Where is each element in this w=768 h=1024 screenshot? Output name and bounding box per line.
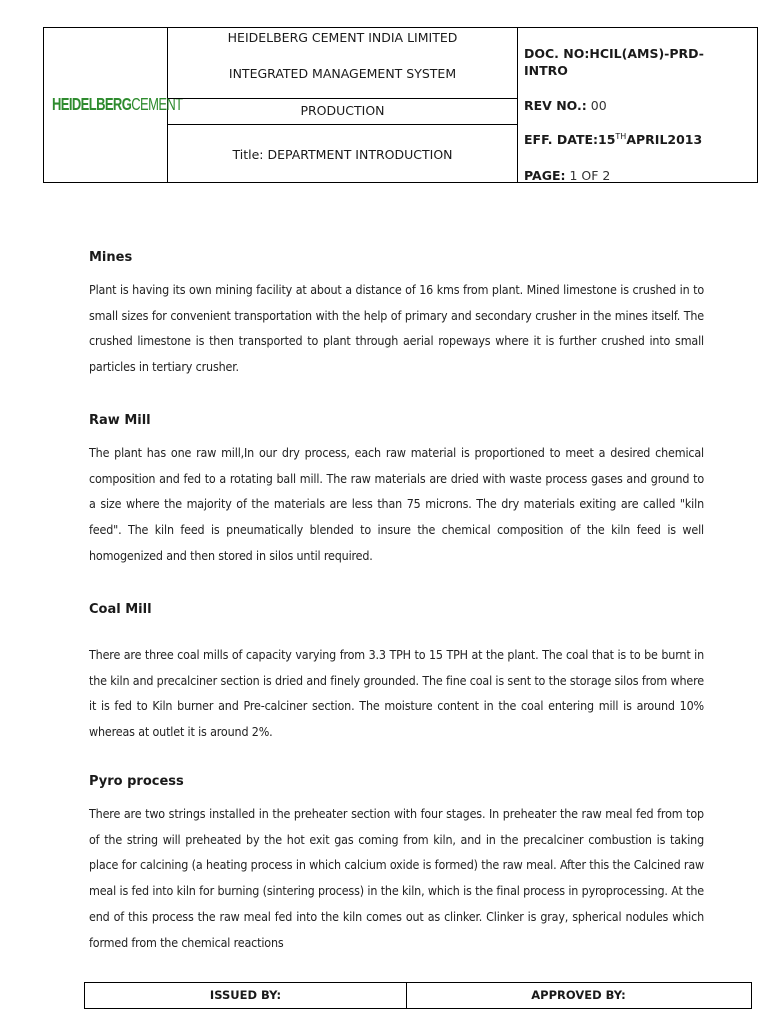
signature-footer-table: [84, 982, 752, 1009]
revision-number: REV NO.: 00: [524, 98, 607, 113]
section-text: There are two strings installed in the preheater section with four stages. In preheater the raw meal fed from top of the string will preheated by the hot exit gas coming from kiln, and in the precalciner combustion is taking place for calcining (a heating process in which calcium oxide is formed) the raw meal. After this the Calcined raw meal is fed into kiln for burning (sintering process) in the kiln, which is the final process in pyroprocessing. At the end of this process the raw meal fed into the kiln comes out as clinker. Clinker is gray, spherical nodules which formed from the chemical reactions: [89, 806, 704, 950]
section-heading: Coal Mill: [89, 602, 152, 617]
effective-date: EFF. DATE:15THAPRIL2013: [524, 132, 703, 147]
section-pyro-process: [89, 774, 704, 955]
document-title: Title: DEPARTMENT INTRODUCTION: [232, 147, 453, 162]
doc-number: DOC. NO:HCIL(AMS)-PRD- INTRO: [524, 46, 704, 78]
department-name: PRODUCTION: [168, 98, 517, 125]
section-text: There are three coal mills of capacity varying from 3.3 TPH to 15 TPH at the plant. The coal that is to be burnt in the kiln and precalciner section is dried and finely grounded. The fine coal is sent to the storage silos from where it is fed to Kiln burner and Pre-calciner section. The moisture content in the coal entering mill is around 10% whereas at outlet it is around 2%.: [89, 647, 704, 740]
issued-by-cell: ISSUED BY:: [85, 983, 407, 1008]
section-raw-mill: [89, 413, 704, 569]
header-meta-cell: [518, 28, 758, 182]
logo-cell: [44, 28, 183, 182]
header-middle-cell: [168, 28, 518, 182]
company-name: HEIDELBERG CEMENT INDIA LIMITED: [227, 30, 458, 45]
approved-by-cell: APPROVED BY:: [531, 988, 626, 1002]
section-heading: Pyro process: [89, 774, 184, 789]
section-coal-mill: [89, 602, 704, 745]
system-name: INTEGRATED MANAGEMENT SYSTEM: [228, 66, 457, 81]
section-heading: Mines: [89, 250, 133, 265]
section-mines: [89, 250, 704, 380]
document-header-table: [43, 27, 758, 183]
section-text: Plant is having its own mining facility at about a distance of 16 kms from plant. Mined limestone is crushed in to small sizes for convenient transportation with the help of primary and secondary crusher in the mines itself. The crushed limestone is then transported to plant through aerial ropeways where it is further crushed into small particles in tertiary crusher.: [89, 282, 704, 375]
section-heading: Raw Mill: [89, 413, 151, 428]
company-logo: HEIDELBERGCEMENT: [52, 94, 183, 115]
section-text: The plant has one raw mill,In our dry process, each raw material is proportioned to meet a desired chemical composition and fed to a rotating ball mill. The raw materials are dried with waste process gases and ground to a size where the majority of the materials are less than 75 microns. The dry materials exiting are called "kiln feed". The kiln feed is pneumatically blended to insure the chemical composition of the kiln feed is well homogenized and then stored in silos until required.: [89, 445, 704, 563]
page-number: PAGE: 1 OF 2: [524, 168, 611, 183]
